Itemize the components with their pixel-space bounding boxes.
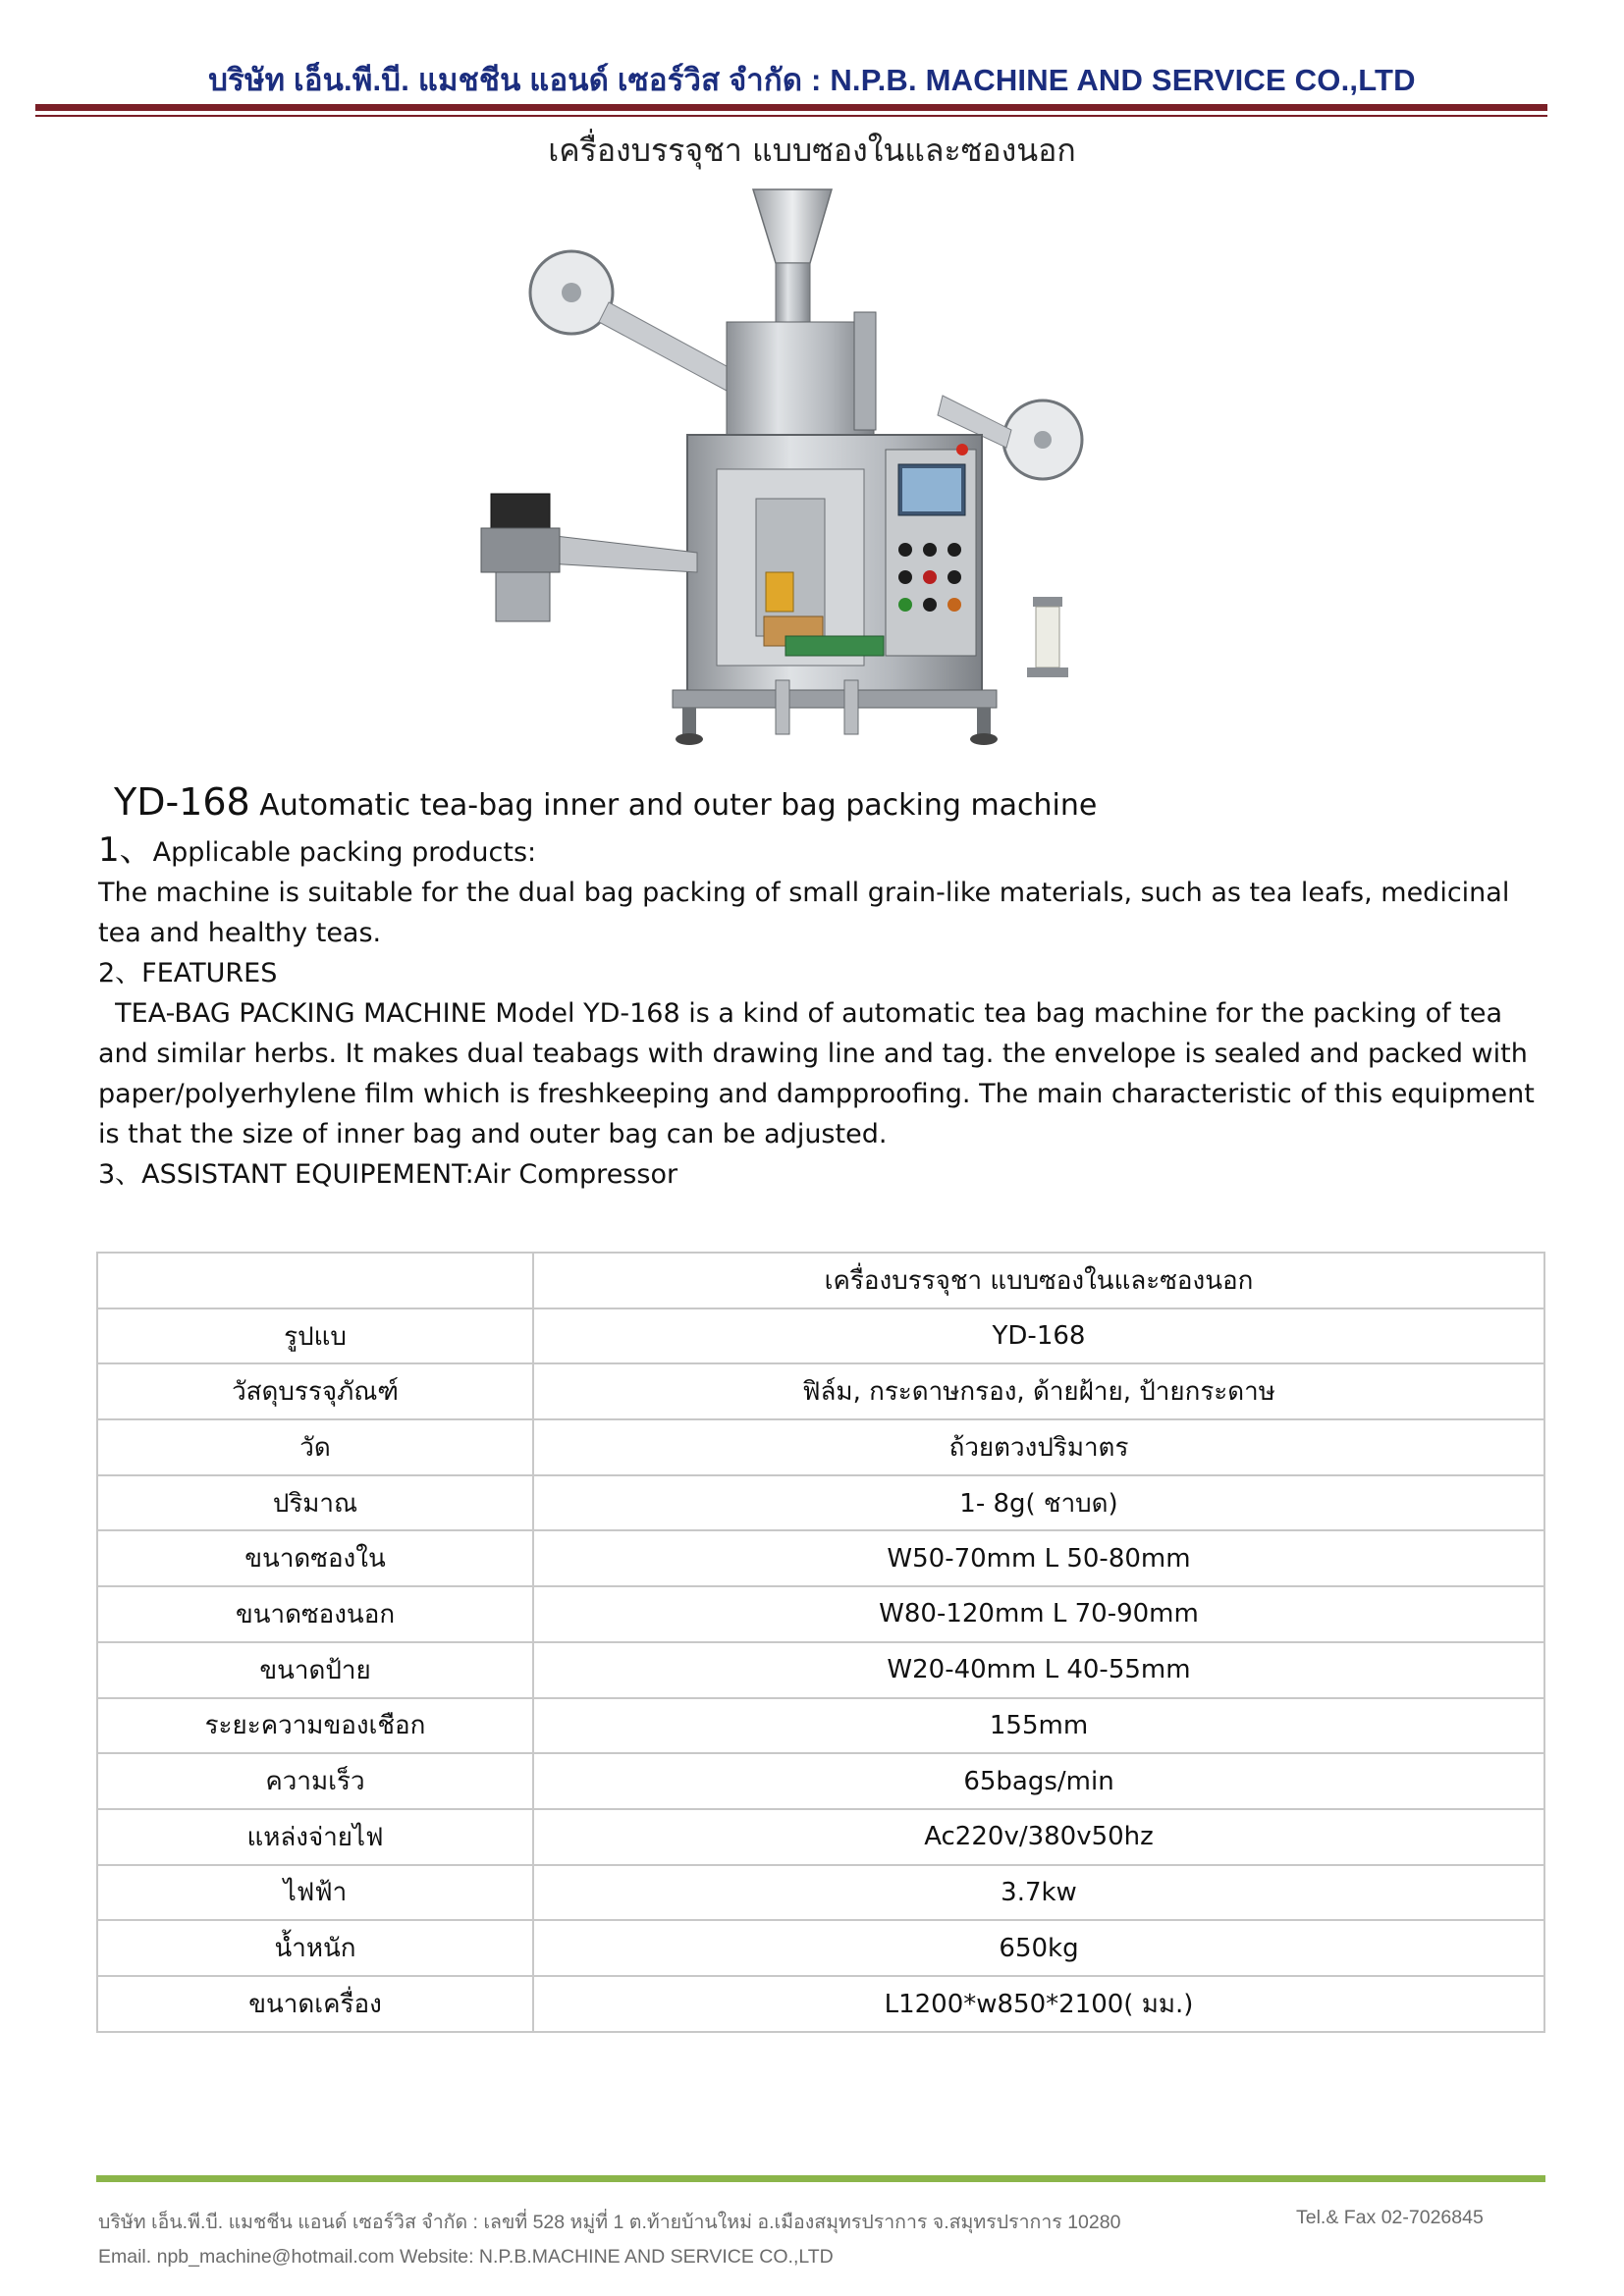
- spec-row: [97, 1475, 1544, 1531]
- spec-row: [97, 1809, 1544, 1865]
- spec-value: W50-70mm L 50-80mm: [533, 1530, 1544, 1586]
- header-divider-thin: [35, 115, 1547, 117]
- spec-value: 155mm: [533, 1698, 1544, 1754]
- spec-label: ขนาดซองใน: [97, 1530, 533, 1586]
- spec-label: วัสดุบรรจุภัณฑ์: [97, 1363, 533, 1419]
- product-heading: [114, 777, 1542, 830]
- section-3-heading: 3、ASSISTANT EQUIPEMENT:Air Compressor: [98, 1159, 678, 1190]
- spec-label: ความเร็ว: [97, 1753, 533, 1809]
- spec-table-header-row: [97, 1253, 1544, 1308]
- spec-value: W80-120mm L 70-90mm: [533, 1586, 1544, 1642]
- spec-label: ขนาดซองนอก: [97, 1586, 533, 1642]
- spec-label: ขนาดป้าย: [97, 1642, 533, 1698]
- footer-tel: Tel.& Fax 02-7026845: [1296, 2207, 1484, 2228]
- description: [98, 777, 1542, 1195]
- spec-row: [97, 1920, 1544, 1976]
- header-divider: [35, 104, 1547, 111]
- document-title: เครื่องบรรจุชา แบบซองในและซองนอก: [548, 132, 1076, 169]
- spec-row: [97, 1642, 1544, 1698]
- section-2-heading: 2、FEATURES: [98, 958, 278, 988]
- spec-row: [97, 1363, 1544, 1419]
- spec-row: [97, 1419, 1544, 1475]
- spec-value: ถ้วยตวงปริมาตร: [533, 1419, 1544, 1475]
- spec-row: [97, 1308, 1544, 1364]
- spec-value: YD-168: [533, 1308, 1544, 1364]
- spec-row: [97, 1865, 1544, 1921]
- spec-row: [97, 1530, 1544, 1586]
- spec-row: [97, 1976, 1544, 2032]
- section-1-title: Applicable packing products:: [152, 837, 537, 868]
- spec-label: ระยะความของเชือก: [97, 1698, 533, 1754]
- spec-header-blank: [97, 1253, 533, 1308]
- spec-value: Ac220v/380v50hz: [533, 1809, 1544, 1865]
- spec-value: 1- 8g( ชาบด): [533, 1475, 1544, 1531]
- spec-value: ฟิล์ม, กระดาษกรอง, ด้ายฝ้าย, ป้ายกระดาษ: [533, 1363, 1544, 1419]
- spec-label: ปริมาณ: [97, 1475, 533, 1531]
- footer-address: บริษัท เอ็น.พี.บี. แมชชีน แอนด์ เซอร์วิส จำกัด : เลขที่ 528 หมู่ที่ 1 ต.ท้ายบ้านใหม่ อ.เมืองสมุทรปราการ จ.สมุทรปราการ 10280: [98, 2212, 1121, 2233]
- spec-header-title: เครื่องบรรจุชา แบบซองในและซองนอก: [533, 1253, 1544, 1308]
- section-1-number: 1、: [98, 830, 153, 870]
- product-name: Automatic tea-bag inner and outer bag packing machine: [259, 788, 1098, 823]
- spec-label: น้ำหนัก: [97, 1920, 533, 1976]
- footer-contact: Email. npb_machine@hotmail.com Website: N.P.B.MACHINE AND SERVICE CO.,LTD: [98, 2246, 834, 2268]
- spec-label: แหล่งจ่ายไฟ: [97, 1809, 533, 1865]
- section-2-body: [98, 993, 1542, 1154]
- spec-value: 650kg: [533, 1920, 1544, 1976]
- spec-label: ไฟฟ้า: [97, 1865, 533, 1921]
- spec-value: 3.7kw: [533, 1865, 1544, 1921]
- section-1-heading: [98, 830, 1542, 873]
- spec-table: [96, 1252, 1545, 2033]
- spec-value: L1200*w850*2100( มม.): [533, 1976, 1544, 2032]
- spec-label: รูปแบ: [97, 1308, 533, 1364]
- model-number: YD-168: [114, 780, 250, 824]
- footer-divider: [96, 2175, 1545, 2182]
- spec-row: [97, 1698, 1544, 1754]
- spec-label: วัด: [97, 1419, 533, 1475]
- spec-value: W20-40mm L 40-55mm: [533, 1642, 1544, 1698]
- spec-value: 65bags/min: [533, 1753, 1544, 1809]
- machine-photo: [432, 185, 1139, 759]
- spec-row: [97, 1586, 1544, 1642]
- section-2-text: TEA-BAG PACKING MACHINE Model YD-168 is a kind of automatic tea bag machine for the packing of tea and similar herbs. It makes dual teabags with drawing line and tag. the envelope is sealed and packed with paper/polyerhylene film which is freshkeeping and dampproofing. The main characteristic of this equipment is that the size of inner bag and outer bag can be adjusted.: [98, 998, 1535, 1149]
- company-header: บริษัท เอ็น.พี.บี. แมชชีน แอนด์ เซอร์วิส จำกัด : N.P.B. MACHINE AND SERVICE CO.,LTD: [208, 63, 1416, 97]
- section-1-body: The machine is suitable for the dual bag packing of small grain-like materials, such as tea leafs, medicinal tea and healthy teas.: [98, 878, 1510, 948]
- spec-row: [97, 1753, 1544, 1809]
- spec-label: ขนาดเครื่อง: [97, 1976, 533, 2032]
